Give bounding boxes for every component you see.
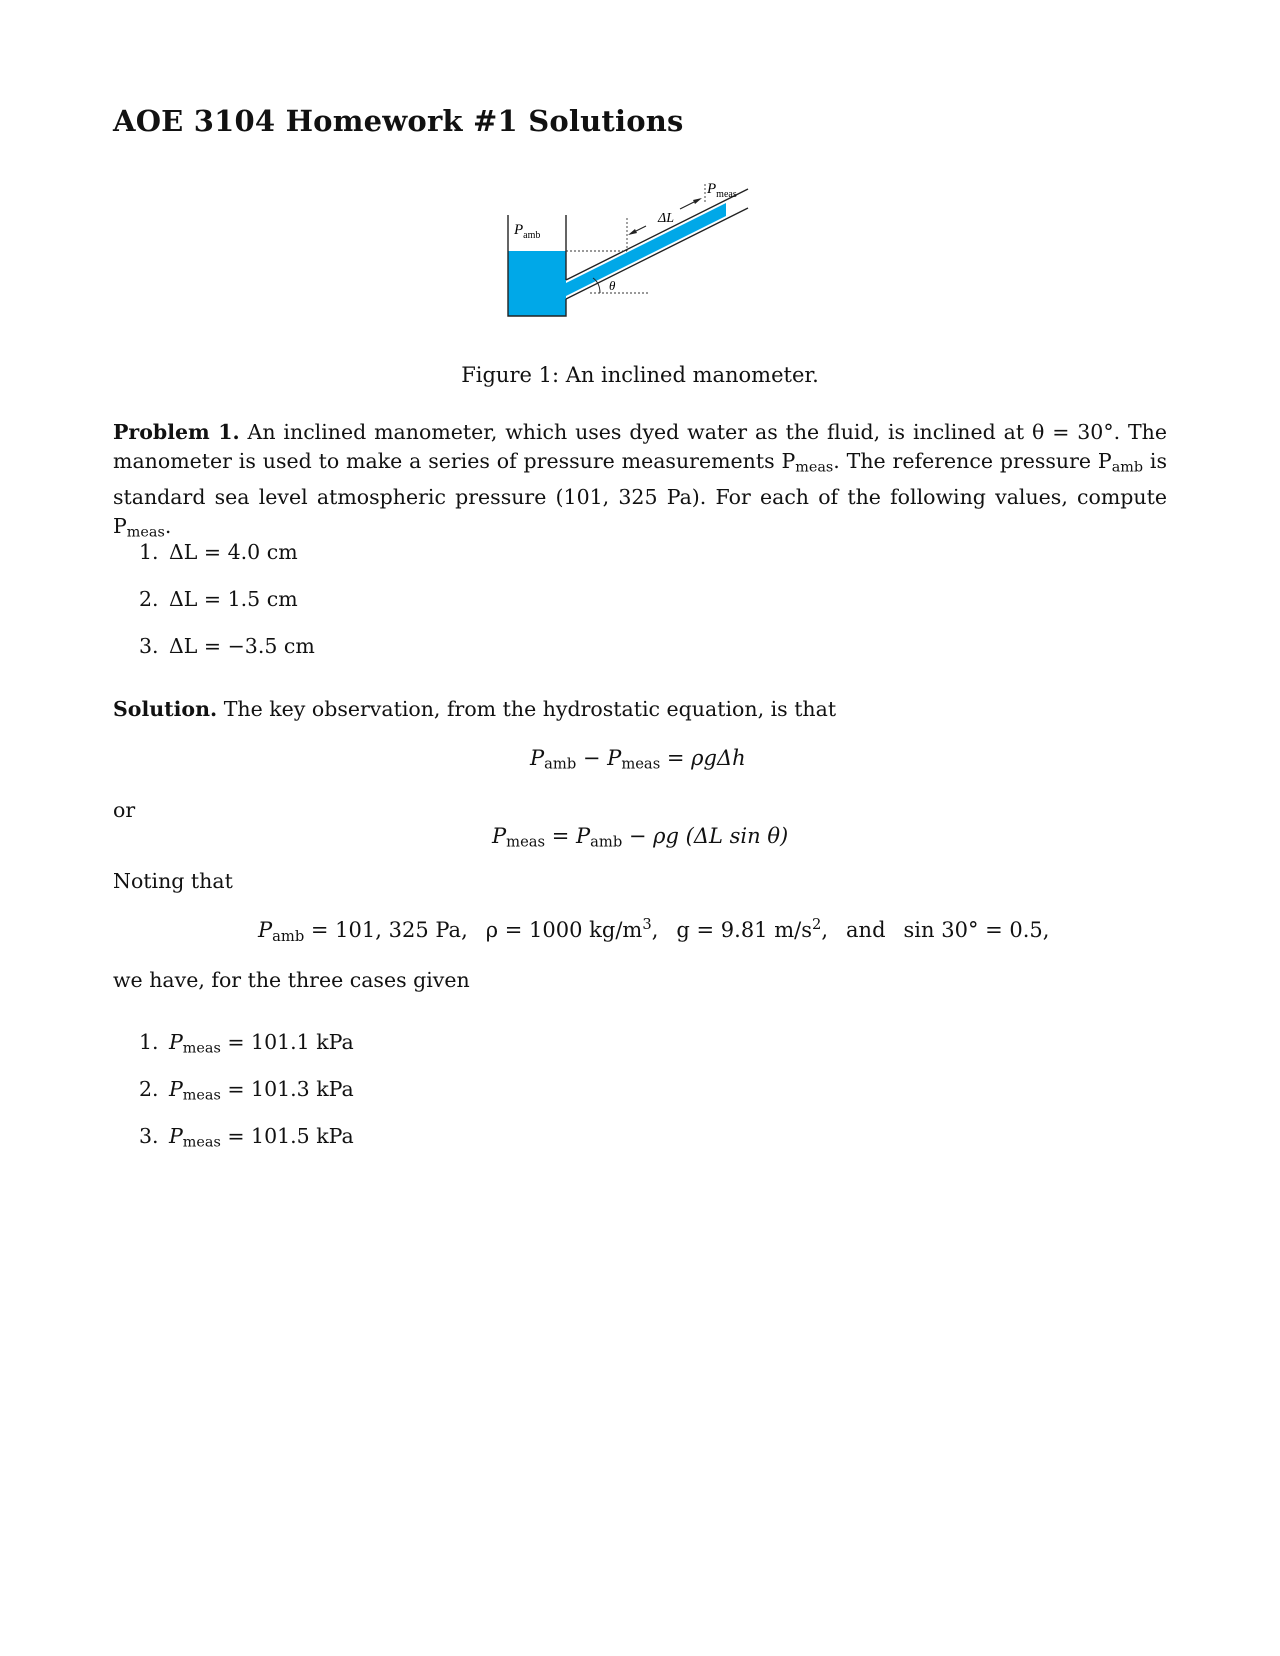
theta-label: θ [609,278,616,293]
problem-text-2: . The reference pressure P [833,449,1112,473]
delta-l-label: ΔL [658,211,675,226]
equation-hydrostatic: $P_{amb} - P_{meas} = \rho g\Delta h$ [530,746,746,773]
tube-fluid [566,203,726,296]
p-meas-label: $P_{meas}$ [707,181,737,200]
figure-caption: Figure 1: An inclined manometer. [461,363,819,387]
list-item: 3. ΔL = −3.5 cm [139,634,315,658]
delta-l-arrowhead-right [693,198,702,204]
list-item: 1. $P_{meas} = 101.1$ kPa [139,1030,354,1057]
problem-sub-amb: amb [1111,459,1144,476]
list-item: 1. ΔL = 4.0 cm [139,540,298,564]
reservoir-fluid [508,251,566,316]
problem-text-4: . [164,513,172,538]
list-item: 3. $P_{meas} = 101.5$ kPa [139,1124,354,1151]
problem-sub-meas-2: meas [126,524,165,541]
equation-constants: $P_{amb} = 101$, 325 Pa, ρ = 1000 $kg/m^3$, g = 9.81 $m/s^2$, and sin 30° = 0.5, [258,916,1050,945]
solution-heading: Solution. [113,697,218,721]
problem-sub-meas: meas [795,459,834,476]
delta-l-arrowhead-left [628,229,637,235]
problem-heading: Problem 1. [113,420,240,444]
tube-wall-lower [566,208,748,299]
problem-text-3: is standard sea level atmospheric pressure (101, 325 Pa). For each of the following values, compute P [113,449,1168,538]
problem-statement [113,418,1167,547]
we-have-text: we have, for the three cases given [113,968,470,992]
list-item: 2. $P_{meas} = 101.3$ kPa [139,1077,354,1104]
p-amb-label: $P_{amb}$ [514,222,541,241]
problem-text-1: An inclined manometer, which uses dyed water as the fluid, is inclined at θ = 30°. The manometer is used to make a series of pressure measurements P [113,420,1167,473]
or-text: or [113,798,136,822]
equation-pmeas: $P_{meas} = P_{amb} - \rho g$ (ΔL sin θ) [492,824,789,851]
page-title: AOE 3104 Homework #1 Solutions [113,104,684,138]
solution-intro: Solution. The key observation, from the hydrostatic equation, is that [113,697,837,721]
manometer-figure [490,180,790,340]
tube-wall-upper [566,189,748,280]
noting-text: Noting that [113,869,233,893]
list-item: 2. ΔL = 1.5 cm [139,587,298,611]
